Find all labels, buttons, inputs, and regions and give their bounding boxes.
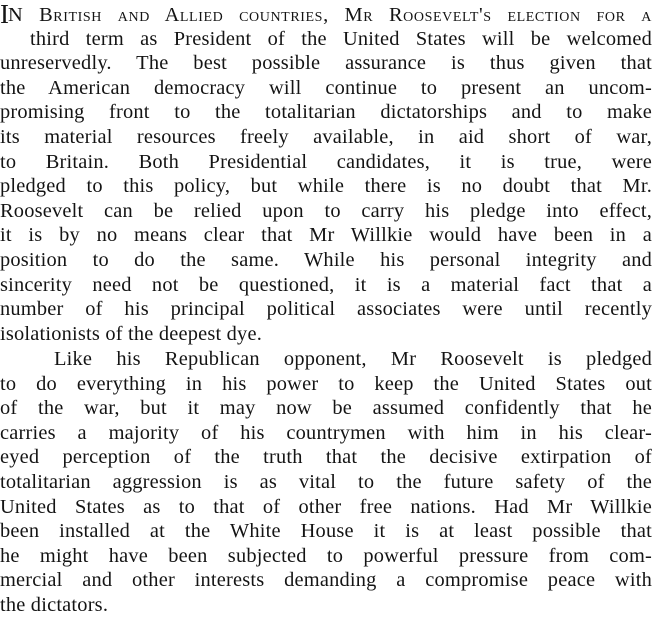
article-line: been installed at the White House it is at least possible that <box>0 520 652 543</box>
article-line <box>0 2 654 27</box>
article-line: to do everything in his power to keep the United States out <box>0 372 652 395</box>
article-line: the American democracy will continue to present an uncom- <box>0 76 652 99</box>
article-line: eyed perception of the truth that the decisive extirpation of <box>0 446 652 469</box>
article-line: position to do the same. While his personal integrity and <box>0 248 652 271</box>
article-line: the dictators. <box>0 593 109 616</box>
article-line: United States as to that of other free nations. Had Mr Willkie <box>0 495 652 518</box>
article-line-text: N British and Allied countries, Mr Roosevelt's election for a <box>8 4 652 26</box>
article-line: carries a majority of his countrymen with him in his clear- <box>0 421 652 444</box>
article-paragraph-1 <box>0 2 654 346</box>
article-line: number of his principal political associates were until recently <box>0 298 652 321</box>
article-line: Like his Republican opponent, Mr Roosevelt is pledged <box>54 348 652 370</box>
article-line: mercial and other interests demanding a compromise peace with <box>0 569 652 592</box>
article-line: Roosevelt can be relied upon to carry his pledge into effect, <box>0 199 652 222</box>
article-line: third term as President of the United States will be welcomed <box>30 27 652 50</box>
article-line: to Britain. Both Presidential candidates, it is true, were <box>0 150 652 173</box>
article-line: promising front to the totalitarian dictatorships and to make <box>0 101 652 124</box>
drop-cap-initial: I <box>0 0 8 29</box>
article-line: sincerity need not be questioned, it is a material fact that a <box>0 273 652 296</box>
article-line: of the war, but it may now be assumed confidently that he <box>0 397 652 420</box>
article-line: its material resources freely available, in aid short of war, <box>0 125 652 148</box>
article-paragraph-2 <box>0 347 654 618</box>
article-line: totalitarian aggression is as vital to the future safety of the <box>0 470 652 493</box>
article-line: pledged to this policy, but while there is no doubt that Mr. <box>0 175 652 198</box>
article-line: he might have been subjected to powerful pressure from com- <box>0 544 652 567</box>
article-line: it is by no means clear that Mr Willkie would have been in a <box>0 224 652 247</box>
article-line: isolationists of the deepest dye. <box>0 322 263 345</box>
article-line: unreservedly. The best possible assurance is thus given that <box>0 52 652 75</box>
